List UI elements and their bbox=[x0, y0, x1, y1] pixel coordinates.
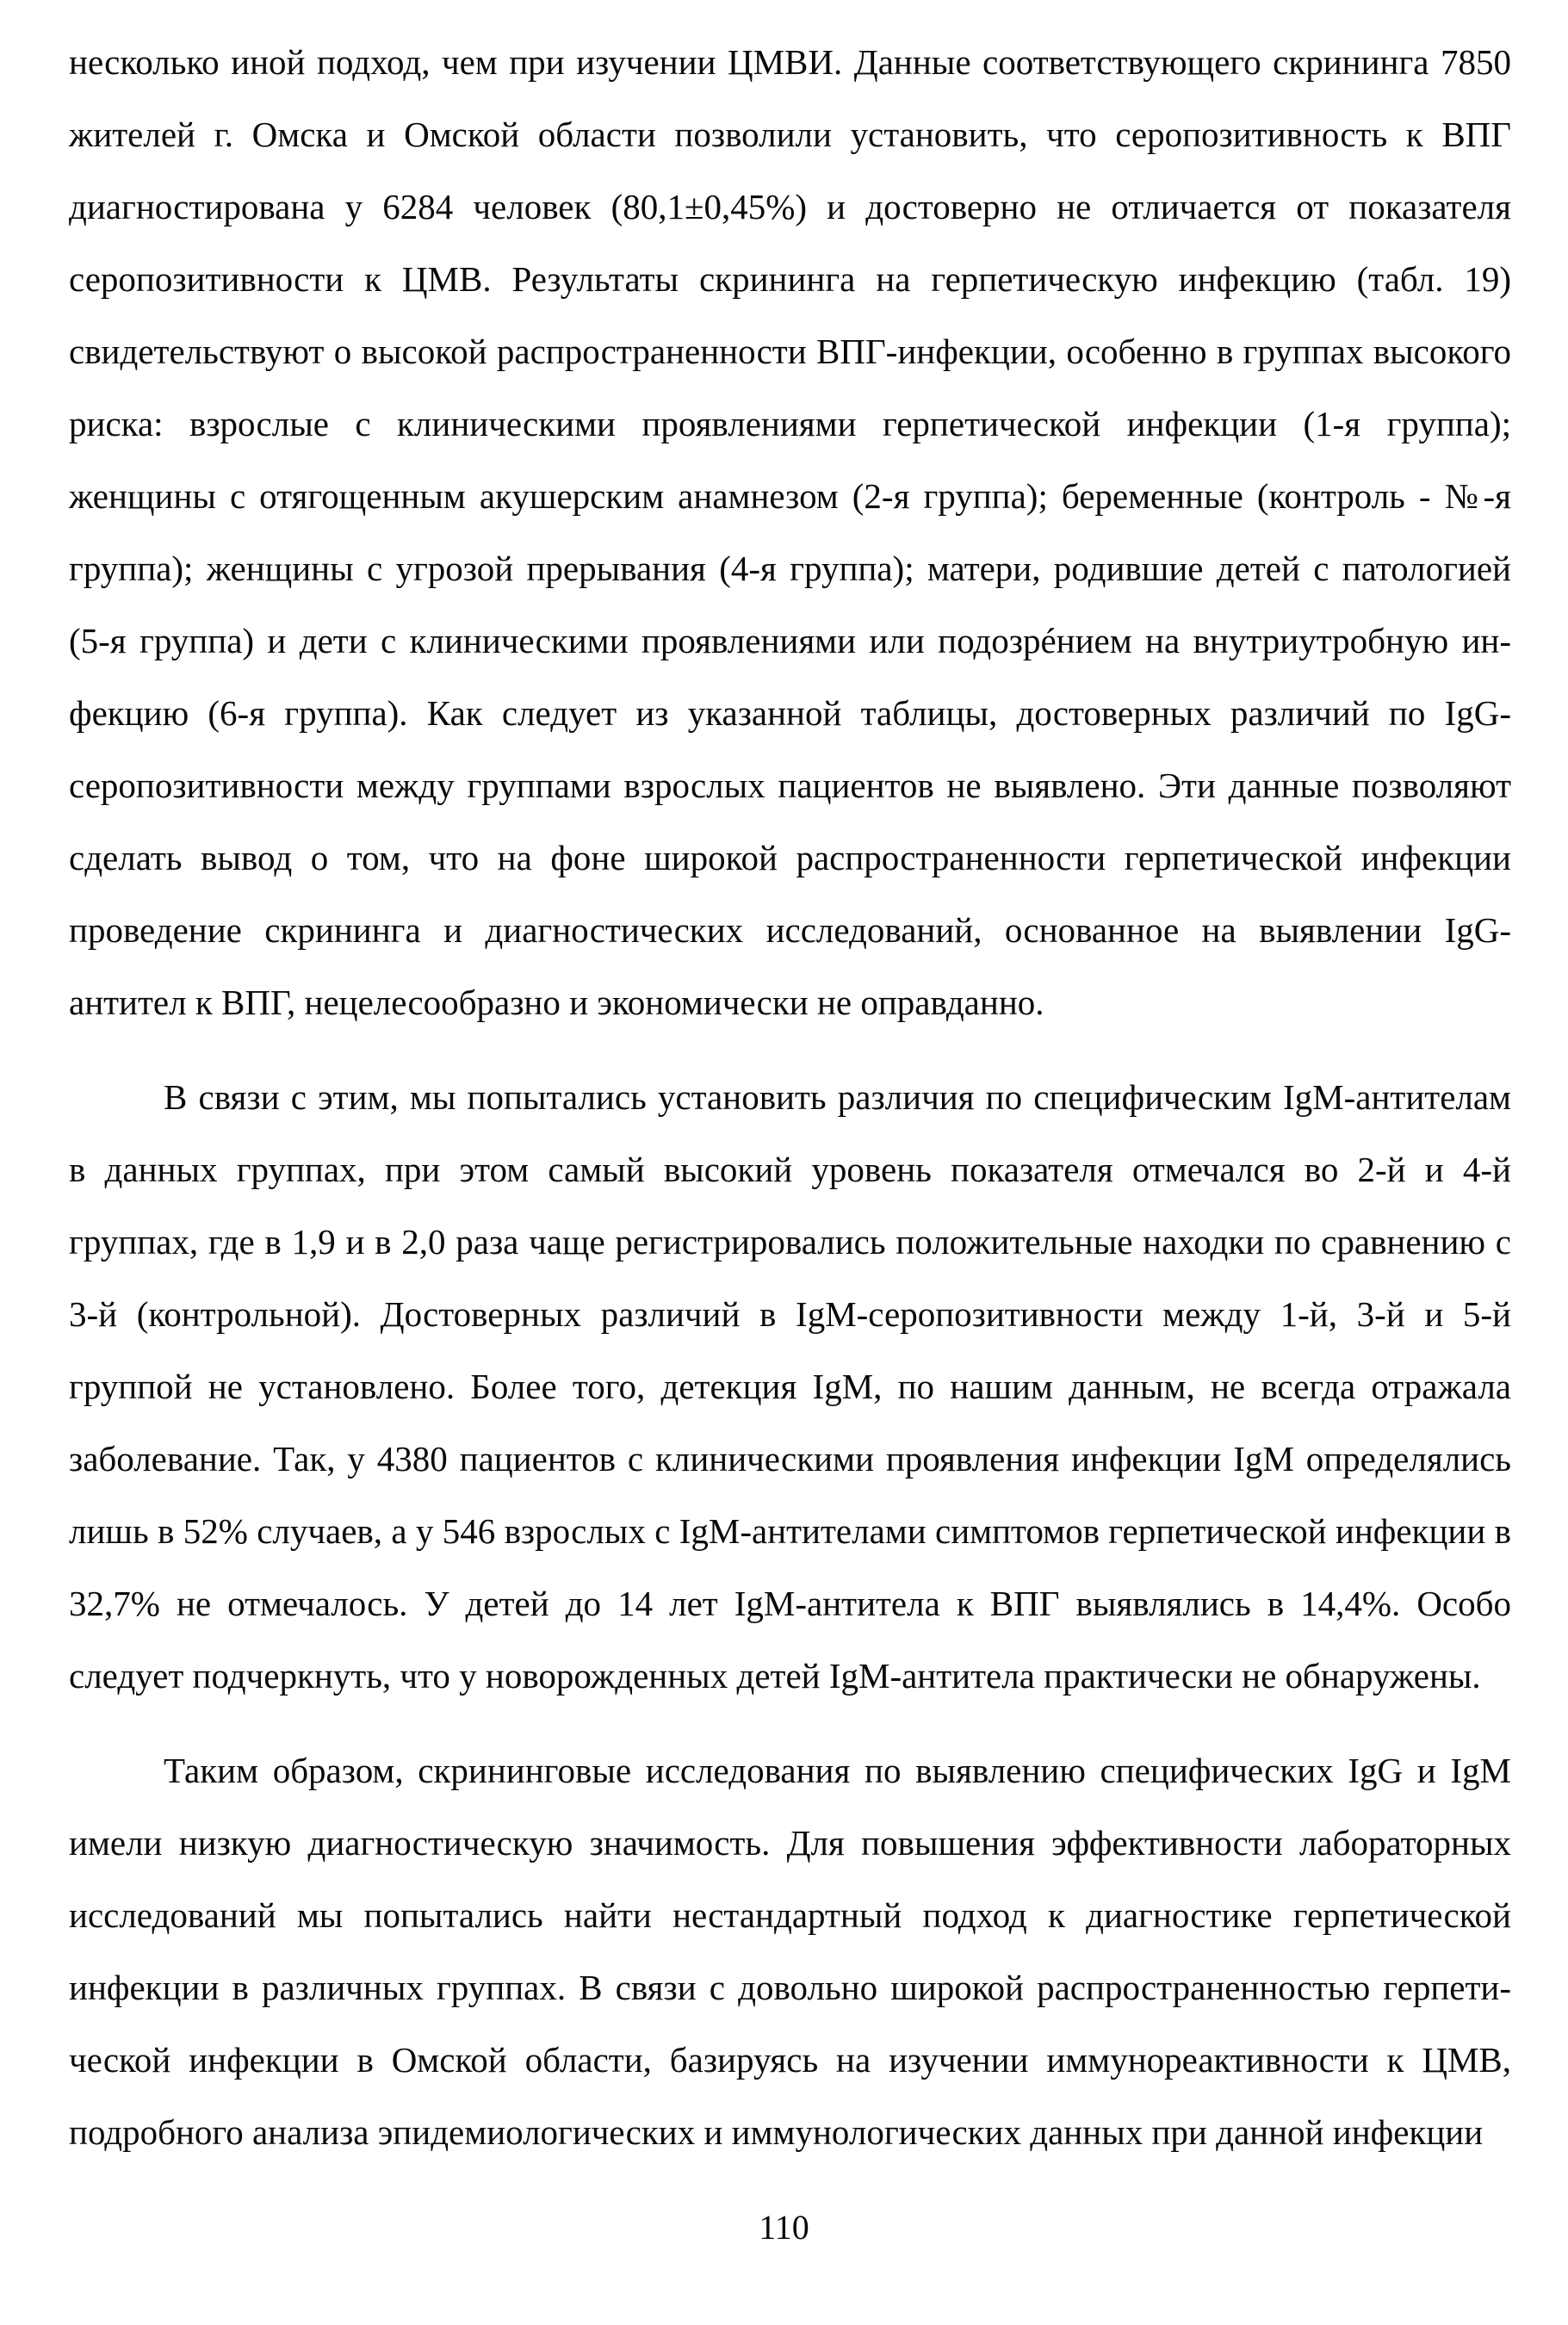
paragraph-1: несколько иной подход, чем при изучении ЦМВИ. Данные соответствующего скрининга 7850 жителей г. Омска и Омской области позволили установить, что серопозитивность к ВПГ диагностирована у 6284 человек (80,1±0,45%) и достоверно не отличается от показателя серопозитивности к ЦМВ. Результаты скрининга на герпетическую инфекцию (табл. 19) свидетельствуют о высокой распространенности ВПГ-инфекции, особенно в группах высокого риска: взрослые с клиническими проявлениями герпетической инфекции (1-я группа); женщины с отягощенным акушерским анамнезом (2-я группа); беременные (контроль - №-я группа); женщины с угрозой прерывания (4-я группа); матери, родившие детей с патологией (5-я группа) и дети с клиническими проявлениями или подозрéнием на внутриутробную инфекцию (6-я группа). Как следует из указанной таблицы, достоверных различий по IgG-серопозитивности между группами взрослых пациентов не выявлено. Эти данные позволяют сделать вывод о том, что на фоне широкой распространенности герпетической инфекции проведение скрининга и диагностических исследований, основанное на выявлении IgG-антител к ВПГ, нецелесообразно и экономически не оправданно. bbox=[69, 42, 1511, 1022]
page-number: 110 bbox=[759, 2208, 809, 2247]
body-text bbox=[69, 26, 1511, 2168]
paragraph-3: Таким образом, скрининговые исследования по выявлению специфических IgG и IgM имели низкую диагностическую значимость. Для повышения эффективности лабораторных исследований мы попытались найти нестандартный подход к диагностике герпетической инфекции в различных группах. В связи с довольно широкой распространенностью герпетической инфекции в Омской области, базируясь на изучении иммунореактивности к ЦМВ, подробного анализа эпидемиологических и иммунологических данных при данной инфекции bbox=[69, 1751, 1511, 2152]
paragraph-2: В связи с этим, мы попытались установить различия по специфическим IgM-антителам в данных группах, при этом самый высокий уровень показателя отмечался во 2-й и 4-й группах, где в 1,9 и в 2,0 раза чаще регистрировались положительные находки по сравнению с 3-й (контрольной). Достоверных различий в IgM-серопозитивности между 1-й, 3-й и 5-й группой не установлено. Более того, детекция IgM, по нашим данным, не всегда отражала заболевание. Так, у 4380 пациентов с клиническими проявления инфекции IgM определялись лишь в 52% случаев, а у 546 взрослых с IgM-антителами симптомов герпетической инфекции в 32,7% не отмечалось. У детей до 14 лет IgM-антитела к ВПГ выявлялись в 14,4%. Особо следует подчеркнуть, что у новорожденных детей IgM-антитела практически не обнаружены. bbox=[69, 1077, 1511, 1696]
